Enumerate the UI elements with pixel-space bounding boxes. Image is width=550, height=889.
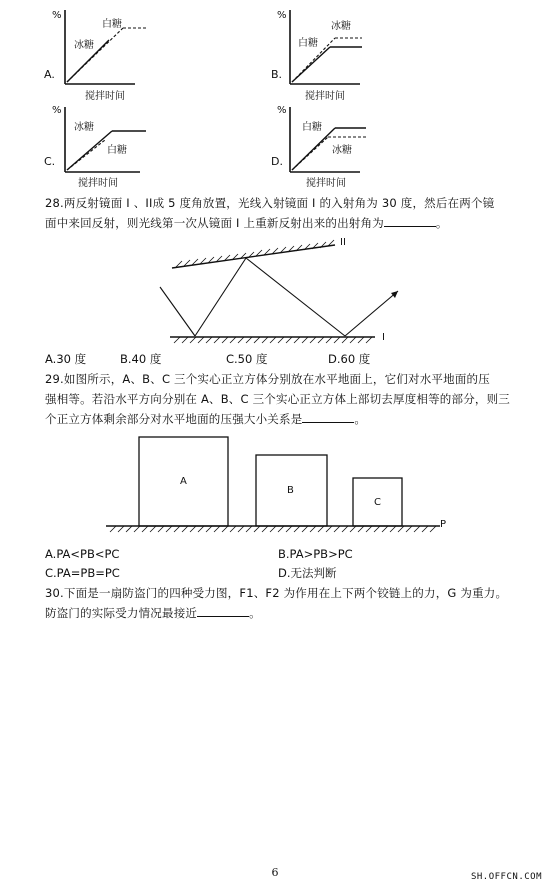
cube-B-label: B: [287, 485, 294, 496]
graph-A-y-label: %: [52, 10, 62, 21]
graph-A-label-top: 白糖: [102, 19, 122, 30]
q28-line-1: 28.两反射镜面 I 、II成 5 度角放置，光线入射镜面 I 的入射角为 30 度，然后在两个镜: [45, 196, 495, 210]
graph-C-xlabel: 搅拌时间: [78, 178, 118, 189]
ground-label: P: [440, 519, 447, 530]
q28-line-2-text: 面中来回反射，则光线第一次从镜面 I 上重新反射出来的出射角为: [45, 216, 384, 230]
site-watermark: SH.OFFCN.COM: [470, 872, 542, 882]
mirror-diagram: [160, 240, 398, 343]
q29-line-3: 个正立方体剩余部分对水平地面的压强大小关系是 。: [45, 412, 367, 426]
graph-B-xlabel: 搅拌时间: [305, 91, 345, 102]
q29-line-1: 29.如图所示，A、B、C 三个实心正立方体分别放在水平地面上，它们对水平地面的压: [45, 372, 490, 386]
graph-C-y-label: %: [52, 105, 62, 116]
q29-option-B: B.PA>PB>PC: [278, 547, 353, 561]
graph-C-label-top: 冰糖: [74, 122, 94, 133]
q28-line-2: 面中来回反射，则光线第一次从镜面 I 上重新反射出来的出射角为 。: [45, 216, 448, 230]
graph-D-label-top: 白糖: [302, 122, 322, 133]
graph-C-curve-top: [67, 131, 112, 170]
graph-B-letter: B.: [271, 68, 283, 81]
q30-answer-blank: [197, 604, 249, 617]
graph-D-y-label: %: [277, 105, 287, 116]
graph-C: [65, 107, 146, 172]
cubes-diagram: [106, 437, 440, 532]
q29-option-C: C.PA=PB=PC: [45, 566, 120, 580]
q30-line-2: 防盗门的实际受力情况最接近 。: [45, 606, 261, 620]
mirror-II-label: II: [340, 237, 346, 248]
graph-C-label-bottom: 白糖: [107, 145, 127, 156]
q28-option-A: A.30 度: [45, 352, 87, 366]
graph-D-xlabel: 搅拌时间: [306, 178, 346, 189]
page-number: 6: [271, 866, 279, 879]
graph-A-xlabel: 搅拌时间: [85, 91, 125, 102]
q29-option-A: A.PA<PB<PC: [45, 547, 120, 561]
mirror-I-label: I: [382, 332, 385, 343]
q30-line-1: 30.下面是一扇防盗门的四种受力图，F1、F2 为作用在上下两个铰链上的力，G 为重力。: [45, 586, 508, 600]
q28-option-D: D.60 度: [328, 352, 371, 366]
q29-text: [45, 369, 515, 429]
q30-text: [45, 583, 515, 623]
q28-text: [45, 193, 515, 233]
q29-option-D: D.无法判断: [278, 566, 337, 580]
q29-line-3-text: 个正立方体剩余部分对水平地面的压强大小关系是: [45, 412, 303, 426]
q29-line-2: 强相等。若沿水平方向分别在 A、B、C 三个实心正立方体上部切去厚度相等的部分，则三: [45, 392, 510, 406]
graph-A-letter: A.: [44, 68, 55, 81]
q30-line-2-text: 防盗门的实际受力情况最接近: [45, 606, 198, 620]
graph-D-curve-bottom: [292, 128, 335, 170]
q29-answer-blank: [302, 410, 354, 423]
q28-option-C: C.50 度: [226, 352, 268, 366]
cube-A-label: A: [180, 476, 187, 487]
graph-D-label-bottom: 冰糖: [332, 145, 352, 156]
q28-answer-blank: [384, 214, 436, 227]
graph-B-label-bottom: 白糖: [298, 38, 318, 49]
cube-C-label: C: [374, 497, 381, 508]
q28-option-B: B.40 度: [120, 352, 162, 366]
graph-C-curve-bottom: [67, 140, 105, 170]
graph-B-y-label: %: [277, 10, 287, 21]
graph-D: [290, 107, 366, 172]
graph-A-label-bottom: 冰糖: [74, 40, 94, 51]
graph-B-label-top: 冰糖: [331, 21, 351, 32]
light-ray: [160, 258, 398, 336]
graph-D-letter: D.: [271, 155, 283, 168]
graph-C-letter: C.: [44, 155, 56, 168]
graph-B-curve-bottom: [292, 47, 330, 82]
